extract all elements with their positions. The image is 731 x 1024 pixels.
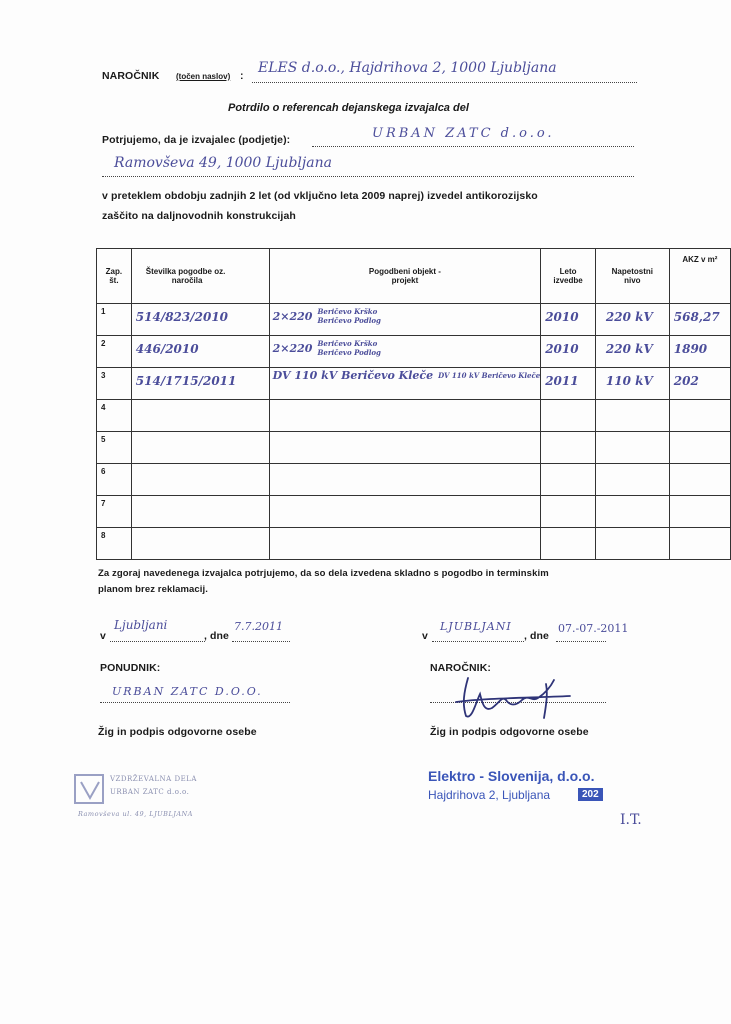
company-name: URBAN ZATC d.o.o.	[372, 126, 555, 141]
cell-year	[541, 496, 596, 528]
cell-number: 7	[97, 496, 132, 528]
cell-number: 2	[97, 336, 132, 368]
narocnik-separator: :	[240, 70, 244, 82]
cell-year	[541, 400, 596, 432]
cell-project	[269, 528, 541, 560]
cell-akz	[669, 464, 730, 496]
cell-year: 2010	[541, 336, 596, 368]
left-date-line	[232, 641, 290, 642]
narocnik-label: NAROČNIK	[102, 70, 160, 82]
cell-year: 2011	[541, 368, 596, 400]
cell-voltage: 220 kV	[595, 304, 669, 336]
header-akz: AKZ v m²	[669, 249, 730, 304]
table-row	[97, 336, 731, 368]
left-place: Ljubljani	[114, 618, 168, 632]
customer-stamp-address: Hajdrihova 2, Ljubljana	[428, 788, 551, 802]
left-name: URBAN ZATC D.O.O.	[112, 685, 263, 698]
left-v: v	[100, 630, 106, 642]
cell-year: 2010	[541, 304, 596, 336]
cell-voltage	[595, 432, 669, 464]
cell-akz	[669, 400, 730, 432]
cell-contract	[131, 528, 269, 560]
cell-number: 5	[97, 432, 132, 464]
narocnik-note: (točen naslov)	[176, 72, 231, 81]
table-row	[97, 368, 731, 400]
intro-line-1: v preteklem obdobju zadnjih 2 let (od vključno leta 2009 naprej) izvedel antikorozijsko	[102, 190, 538, 202]
cell-voltage	[595, 400, 669, 432]
cell-contract	[131, 400, 269, 432]
cell-number: 6	[97, 464, 132, 496]
cell-number: 3	[97, 368, 132, 400]
cell-project	[269, 464, 541, 496]
narocnik-line	[252, 82, 637, 83]
cell-voltage: 110 kV	[595, 368, 669, 400]
footer-note-line-1: Za zgoraj navedenega izvajalca potrjujemo, da so dela izvedena skladno s pogodbo in terminskim	[98, 568, 549, 579]
cell-akz	[669, 528, 730, 560]
cell-akz: 202	[669, 368, 730, 400]
company-stamp-logo-icon	[72, 772, 108, 808]
address-line	[102, 176, 634, 177]
right-v: v	[422, 630, 428, 642]
company-address: Ramovševa 49, 1000 Ljubljana	[114, 155, 332, 171]
right-date-line	[556, 641, 606, 642]
left-date: 7.7.2011	[234, 620, 283, 633]
table-header-row	[97, 249, 731, 304]
cell-project	[269, 432, 541, 464]
cell-akz: 1890	[669, 336, 730, 368]
right-role: NAROČNIK:	[430, 662, 491, 674]
cell-contract: 514/1715/2011	[131, 368, 269, 400]
cell-contract: 446/2010	[131, 336, 269, 368]
cell-contract	[131, 432, 269, 464]
header-leto: Leto izvedbe	[541, 249, 596, 304]
table-row	[97, 496, 731, 528]
header-pogodba: Številka pogodbe oz. naročila	[131, 249, 269, 304]
left-dne: , dne	[204, 630, 230, 642]
company-line	[312, 146, 634, 147]
cell-project: 2×220 Beričevo Krško Beričevo Podlog	[269, 304, 541, 336]
company-stamp-line-2: URBAN ZATC d.o.o.	[110, 788, 190, 796]
cell-project: DV 110 kV Beričevo Kleče DV 110 kV Beričevo Kleče	[269, 368, 541, 400]
table-row	[97, 464, 731, 496]
cell-project: 2×220 Beričevo Krško Beričevo Podlog	[269, 336, 541, 368]
left-place-line	[110, 641, 205, 642]
cell-voltage	[595, 528, 669, 560]
cell-year	[541, 464, 596, 496]
cell-voltage: 220 kV	[595, 336, 669, 368]
right-place: LJUBLJANI	[440, 620, 512, 633]
cell-project	[269, 496, 541, 528]
cell-year	[541, 528, 596, 560]
cell-akz	[669, 496, 730, 528]
table-row	[97, 304, 731, 336]
left-sig-label: Žig in podpis odgovorne osebe	[98, 726, 257, 738]
cell-akz: 568,27	[669, 304, 730, 336]
customer-signature	[446, 672, 576, 724]
cell-contract	[131, 464, 269, 496]
cell-year	[541, 432, 596, 464]
cell-contract	[131, 496, 269, 528]
customer-stamp-number: 202	[578, 788, 603, 801]
header-napetost: Napetostni nivo	[595, 249, 669, 304]
right-date: 07.-07.-2011	[558, 622, 629, 635]
document-title: Potrdilo o referencah dejanskega izvajalca del	[228, 102, 469, 114]
cell-number: 1	[97, 304, 132, 336]
cell-contract: 514/823/2010	[131, 304, 269, 336]
table-row	[97, 528, 731, 560]
cell-akz	[669, 432, 730, 464]
initials: I.T.	[620, 812, 642, 828]
confirm-text: Potrjujemo, da je izvajalec (podjetje):	[102, 134, 291, 146]
company-stamp-line-1: VZDRŽEVALNA DELA	[110, 775, 197, 783]
narocnik-value: ELES d.o.o., Hajdrihova 2, 1000 Ljubljana	[258, 60, 557, 76]
intro-line-2: zaščito na daljnovodnih konstrukcijah	[102, 210, 296, 222]
right-place-line	[432, 641, 524, 642]
cell-number: 4	[97, 400, 132, 432]
left-role: PONUDNIK:	[100, 662, 161, 674]
company-stamp-line-3: Ramovševa ul. 49, LJUBLJANA	[78, 810, 193, 818]
cell-voltage	[595, 464, 669, 496]
cell-voltage	[595, 496, 669, 528]
cell-number: 8	[97, 528, 132, 560]
table-row	[97, 400, 731, 432]
cell-project	[269, 400, 541, 432]
left-sign-line	[100, 702, 290, 703]
header-zap: Zap. št.	[97, 249, 132, 304]
reference-table	[96, 248, 731, 560]
right-sig-label: Žig in podpis odgovorne osebe	[430, 726, 589, 738]
customer-stamp-company: Elektro - Slovenija, d.o.o.	[428, 768, 595, 784]
right-dne: , dne	[524, 630, 550, 642]
table-row	[97, 432, 731, 464]
header-objekt: Pogodbeni objekt - projekt	[269, 249, 541, 304]
footer-note-line-2: planom brez reklamacij.	[98, 584, 209, 595]
